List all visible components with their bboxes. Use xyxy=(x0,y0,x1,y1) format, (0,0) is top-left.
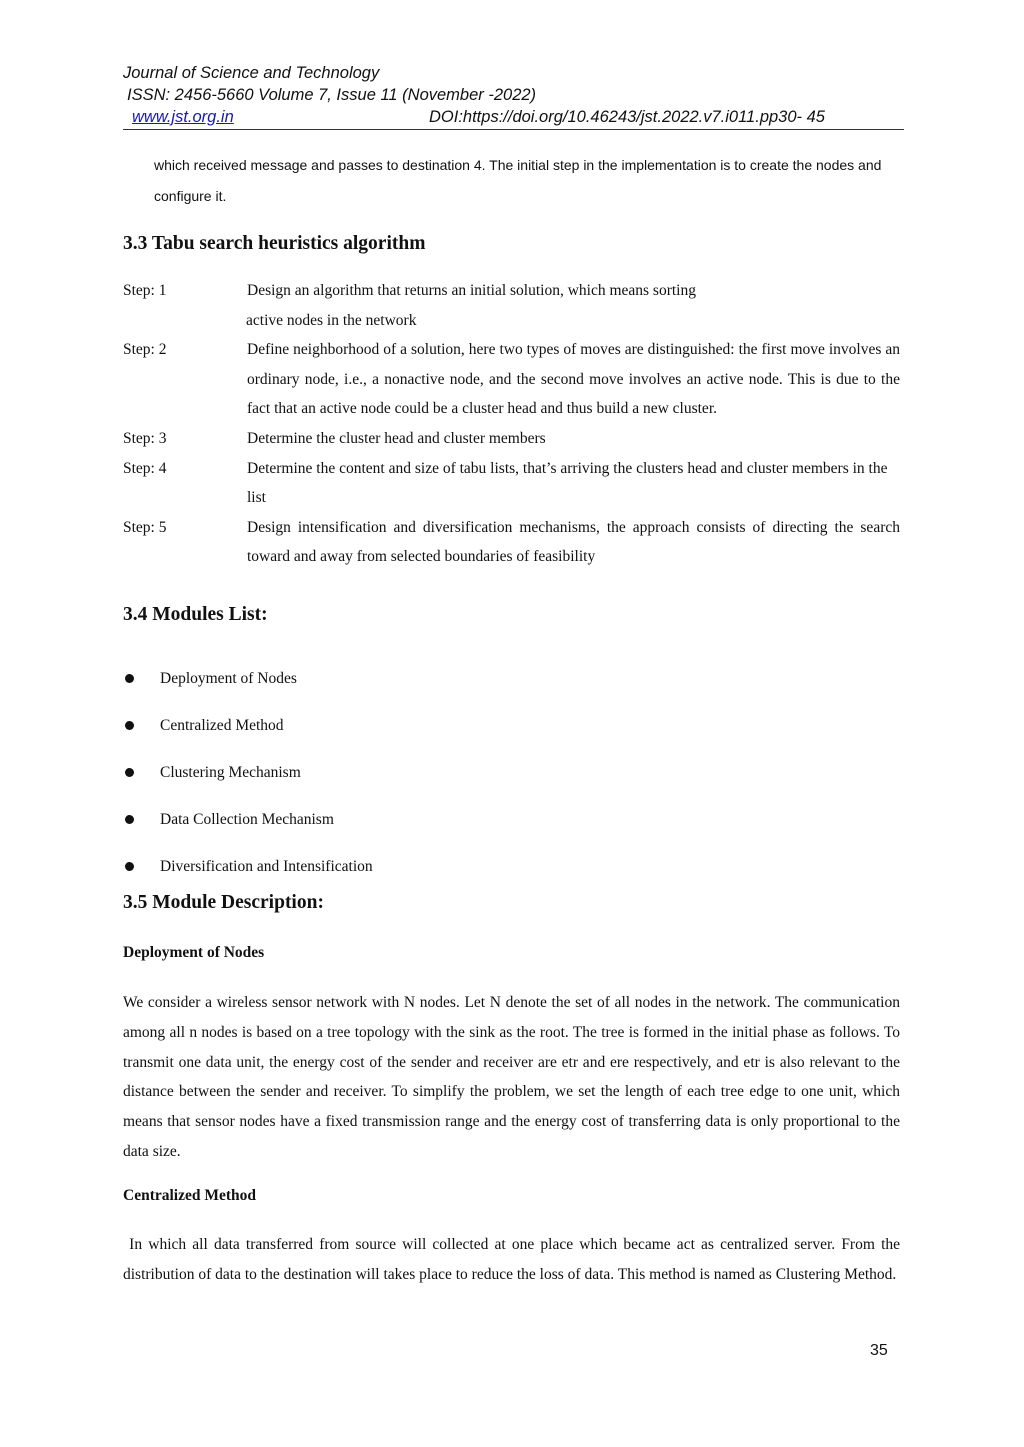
subsection-title-deployment: Deployment of Nodes xyxy=(123,944,265,961)
journal-url-link[interactable]: www.jst.org.in xyxy=(132,108,234,126)
step-label: Step: 5 xyxy=(123,518,167,536)
bullet-icon xyxy=(125,815,134,824)
list-item-text: Data Collection Mechanism xyxy=(160,810,334,828)
step-row xyxy=(123,424,900,454)
list-item-text: Centralized Method xyxy=(160,716,284,734)
list-item xyxy=(123,655,373,702)
subsection-title-centralized: Centralized Method xyxy=(123,1187,257,1204)
modules-list xyxy=(123,655,373,890)
bullet-icon xyxy=(125,768,134,777)
step-label: Step: 1 xyxy=(123,282,167,299)
journal-doi: DOI:https://doi.org/10.46243/jst.2022.v7.i011.pp30- 45 xyxy=(429,108,825,126)
bullet-icon xyxy=(125,721,134,730)
step-row xyxy=(123,276,900,335)
step-row xyxy=(123,335,900,424)
step-label: Step: 2 xyxy=(123,341,167,359)
list-item xyxy=(123,749,373,796)
list-item-text: Clustering Mechanism xyxy=(160,763,301,781)
journal-title: Journal of Science and Technology xyxy=(123,64,380,82)
step-label: Step: 3 xyxy=(123,429,167,447)
step-text-line: active nodes in the network xyxy=(246,311,417,329)
intro-paragraph: which received message and passes to destination 4. The initial step in the implementation is to create the nodes and configure it. xyxy=(154,157,882,204)
journal-header xyxy=(123,62,903,128)
centralized-paragraph: In which all data transferred from source will collected at one place which became act as centralized server. From the distribution of data to the destination will takes place to reduce the loss of data. This method is named as Clustering Method. xyxy=(123,1236,904,1283)
step-text-line: Determine the content and size of tabu lists, that’s arriving the clusters head and cluster members in the list xyxy=(247,459,888,507)
step-text-line: Design an algorithm that returns an initial solution, which means sorting xyxy=(247,282,696,299)
journal-issn: ISSN: 2456-5660 Volume 7, Issue 11 (November -2022) xyxy=(127,86,537,104)
list-item xyxy=(123,843,373,890)
step-text xyxy=(247,454,900,513)
step-label: Step: 4 xyxy=(123,459,167,477)
bullet-icon xyxy=(125,674,134,683)
list-item xyxy=(123,702,373,749)
section-heading-3-3: 3.3 Tabu search heuristics algorithm xyxy=(123,233,426,254)
bullet-icon xyxy=(125,862,134,871)
step-row xyxy=(123,454,900,513)
step-text: Define neighborhood of a solution, here two types of moves are distinguished: the first move involves an ordinary node, i.e., a nonactive node, and the second move involves an active node. This is due to the fact that an active node could be a cluster head and thus build a new cluster. xyxy=(247,341,900,418)
step-text xyxy=(247,276,900,335)
list-item xyxy=(123,796,373,843)
section-heading-3-5: 3.5 Module Description: xyxy=(123,892,324,913)
step-text: Design intensification and diversification mechanisms, the approach consists of directing the search toward and away from selected boundaries of feasibility xyxy=(247,518,900,566)
deployment-paragraph: We consider a wireless sensor network with N nodes. Let N denote the set of all nodes in the network. The communication among all n nodes is based on a tree topology with the sink as the root. The tree is formed in the initial phase as follows. To transmit one data unit, the energy cost of the sender and receiver are etr and ere respectively, and etr is also relevant to the distance between the sender and receiver. To simplify the problem, we set the length of each tree edge to one unit, which means that sensor nodes have a fixed transmission range and the energy cost of transferring data is only proportional to the data size. xyxy=(123,994,900,1160)
list-item-text: Diversification and Intensification xyxy=(160,857,373,875)
list-item-text: Deployment of Nodes xyxy=(160,669,297,687)
step-text: Determine the cluster head and cluster members xyxy=(247,429,546,447)
step-row xyxy=(123,513,900,572)
page-number: 35 xyxy=(870,1342,888,1359)
header-rule xyxy=(123,129,904,130)
journal-links xyxy=(123,106,903,128)
tabu-steps-list xyxy=(123,276,900,572)
section-heading-3-4: 3.4 Modules List: xyxy=(123,604,268,625)
